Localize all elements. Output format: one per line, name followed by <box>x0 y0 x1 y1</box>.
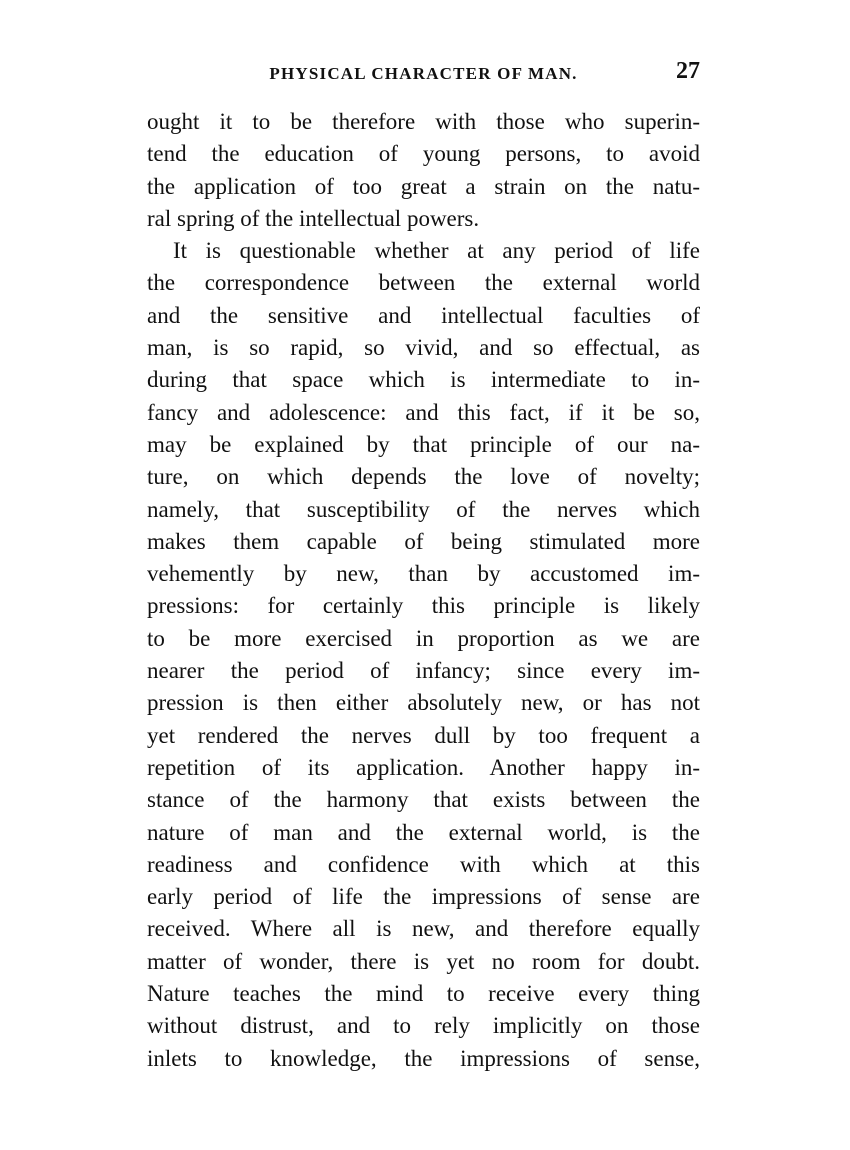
text-line: may be explained by that principle of our na- <box>147 431 700 457</box>
text-line: without distrust, and to rely implicitly on those <box>147 1013 700 1039</box>
text-line: the correspondence between the external world <box>147 270 700 296</box>
text-line: It is questionable whether at any period of life <box>173 238 700 264</box>
text-line: man, is so rapid, so vivid, and so effectual, as <box>147 335 700 361</box>
text-line: ought it to be therefore with those who superin- <box>147 109 700 134</box>
text-line: namely, that susceptibility of the nerves which <box>147 496 700 522</box>
text-line: the application of too great a strain on the natu- <box>147 173 700 199</box>
page-number: 27 <box>676 58 700 84</box>
text-line: pressions: for certainly this principle is likely <box>147 593 700 619</box>
text-line: during that space which is intermediate to in- <box>147 367 700 393</box>
paragraph-2 <box>147 235 700 1075</box>
text-line: pression is then either absolutely new, or has not <box>147 690 700 716</box>
text-line: stance of the harmony that exists between the <box>147 787 700 813</box>
text-line: readiness and confidence with which at this <box>147 851 700 877</box>
text-line: makes them capable of being stimulated more <box>147 528 700 554</box>
text-line: nearer the period of infancy; since every im- <box>147 658 700 684</box>
text-line: inlets to knowledge, the impressions of sense, <box>147 1045 700 1071</box>
text-line: early period of life the impressions of sense are <box>147 884 700 910</box>
paragraph-1 <box>147 106 700 235</box>
text-line: repetition of its application. Another happy in- <box>147 754 700 780</box>
text-line: received. Where all is new, and therefore equally <box>147 916 700 942</box>
text-line: tend the education of young persons, to avoid <box>147 141 700 167</box>
text-line: matter of wonder, there is yet no room for doubt. <box>147 948 700 974</box>
text-line: Nature teaches the mind to receive every thing <box>147 981 700 1007</box>
running-head <box>147 58 700 92</box>
running-title: PHYSICAL CHARACTER OF MAN. <box>269 64 578 83</box>
text-line: vehemently by new, than by accustomed im- <box>147 561 700 587</box>
text-line: nature of man and the external world, is the <box>147 819 700 845</box>
text-line: to be more exercised in proportion as we are <box>147 625 700 651</box>
text-line: and the sensitive and intellectual faculties of <box>147 302 700 328</box>
body-text <box>147 106 700 1075</box>
text-line: yet rendered the nerves dull by too frequent a <box>147 722 700 748</box>
text-line: fancy and adolescence: and this fact, if it be so, <box>147 399 700 425</box>
text-line: ral spring of the intellectual powers. <box>147 205 480 231</box>
text-line: ture, on which depends the love of novelty; <box>147 464 700 490</box>
